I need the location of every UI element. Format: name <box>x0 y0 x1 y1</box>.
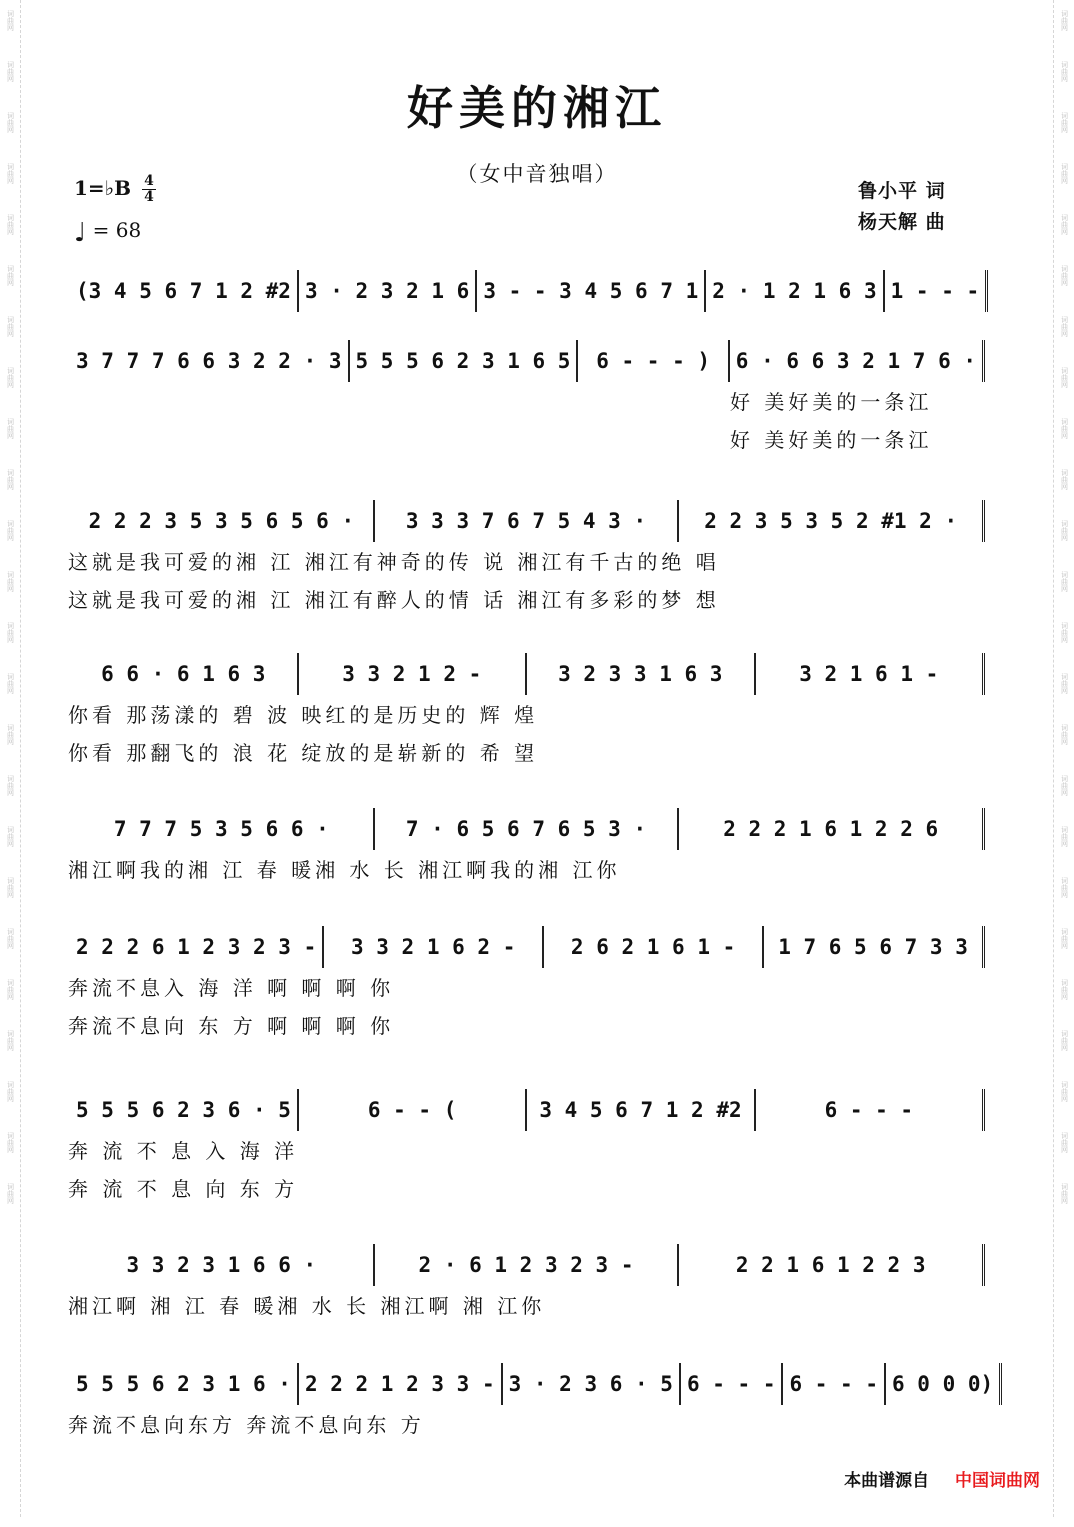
measure: 3 - - 3 4 5 6 7 1 <box>477 270 706 312</box>
lyric-line: 奔流不息向东方 奔流不息向东 方 <box>68 1413 425 1437</box>
measure: 6 - - - <box>756 1089 985 1131</box>
measure: 3 4 5 6 7 1 2 #2 <box>527 1089 755 1131</box>
right-margin-line <box>1053 0 1054 1517</box>
side-watermark-text: 词曲网 <box>6 367 15 388</box>
source-brand[interactable]: 中国词曲网 <box>955 1471 1040 1491</box>
side-watermark-text: 词曲网 <box>1060 979 1069 1000</box>
measure: 6 6 · 6 1 6 3 <box>70 653 299 695</box>
measure: 2 2 2 3 5 3 5 6 5 6 · <box>70 500 375 542</box>
measure: 3 7 7 7 6 6 3 2 2 · 3 <box>70 340 350 382</box>
measure: 2 2 3 5 3 5 2 #1 2 · <box>679 500 985 542</box>
measure: 6 0 0 0) <box>886 1363 1002 1405</box>
side-watermark-text: 词曲网 <box>6 775 15 796</box>
measure: 7 7 7 5 3 5 6 6 · <box>70 808 375 850</box>
time-signature-bottom: 4 <box>144 189 154 205</box>
time-signature-top: 4 <box>144 173 154 189</box>
side-watermark-text: 词曲网 <box>6 10 15 31</box>
staff-row <box>70 1089 985 1131</box>
song-title: 好美的湘江 <box>407 81 667 135</box>
side-watermark-text: 词曲网 <box>1060 112 1069 133</box>
side-watermark-text: 词曲网 <box>6 1081 15 1102</box>
side-watermark-text: 词曲网 <box>1060 571 1069 592</box>
measure: 3 3 2 1 2 - <box>299 653 528 695</box>
measure: 6 · 6 6 3 2 1 7 6 · <box>730 340 985 382</box>
lyric-line: 好 美好美的一条江 <box>730 428 933 452</box>
side-watermark-text: 词曲网 <box>6 61 15 82</box>
side-watermark-text: 词曲网 <box>6 112 15 133</box>
side-watermark-text: 词曲网 <box>6 571 15 592</box>
measure: 3 · 2 3 6 · 5 <box>503 1363 681 1405</box>
measure: 3 3 3 7 6 7 5 4 3 · <box>375 500 680 542</box>
measure: 3 2 3 3 1 6 3 <box>527 653 756 695</box>
measure: 3 3 2 1 6 2 - <box>324 926 544 968</box>
side-watermark-text: 词曲网 <box>1060 469 1069 490</box>
side-watermark-text: 词曲网 <box>6 1183 15 1204</box>
measure: 3 · 2 3 2 1 6 <box>299 270 477 312</box>
measure: 6 - - ( <box>299 1089 527 1131</box>
measure: 6 - - - ) <box>578 340 729 382</box>
side-watermark-text: 词曲网 <box>6 316 15 337</box>
measure: 2 2 1 6 1 2 2 3 <box>679 1244 985 1286</box>
staff-row <box>70 500 985 542</box>
measure: 2 · 6 1 2 3 2 3 - <box>375 1244 680 1286</box>
side-watermark-text: 词曲网 <box>1060 826 1069 847</box>
side-watermark-text: 词曲网 <box>6 418 15 439</box>
measure: 2 · 1 2 1 6 3 <box>706 270 884 312</box>
side-watermark-text: 词曲网 <box>1060 316 1069 337</box>
side-watermark-text: 词曲网 <box>1060 265 1069 286</box>
measure: 2 2 2 1 2 3 3 - <box>299 1363 503 1405</box>
side-watermark-text: 词曲网 <box>6 724 15 745</box>
measure: 7 · 6 5 6 7 6 5 3 · <box>375 808 680 850</box>
lyric-line: 你看 那翻飞的 浪 花 绽放的是崭新的 希 望 <box>68 741 539 765</box>
lyricist-credit: 鲁小平 词 <box>858 180 946 202</box>
lyric-line: 你看 那荡漾的 碧 波 映红的是历史的 辉 煌 <box>68 703 539 727</box>
tempo-value: = 68 <box>92 218 142 242</box>
measure: 1 - - - <box>885 270 989 312</box>
side-watermark-text: 词曲网 <box>6 1132 15 1153</box>
staff-row <box>70 653 985 695</box>
side-watermark-text: 词曲网 <box>1060 163 1069 184</box>
lyric-line: 这就是我可爱的湘 江 湘江有神奇的传 说 湘江有千古的绝 唱 <box>68 550 720 574</box>
lyric-line: 奔流不息入 海 洋 啊 啊 啊 你 <box>68 976 395 1000</box>
measure: 3 3 2 3 1 6 6 · <box>70 1244 375 1286</box>
side-watermark-text: 词曲网 <box>1060 673 1069 694</box>
measure: 2 2 2 1 6 1 2 2 6 <box>679 808 985 850</box>
measure: 5 5 5 6 2 3 1 6 5 <box>350 340 579 382</box>
side-watermark-text: 词曲网 <box>6 826 15 847</box>
measure: 6 - - - <box>681 1363 784 1405</box>
side-watermark-text: 词曲网 <box>6 265 15 286</box>
side-watermark-text: 词曲网 <box>1060 928 1069 949</box>
side-watermark-text: 词曲网 <box>1060 214 1069 235</box>
measure: 1 7 6 5 6 7 3 3 <box>764 926 985 968</box>
right-watermark-strip <box>1056 0 1072 1527</box>
lyric-line: 奔 流 不 息 入 海 洋 <box>68 1139 299 1163</box>
measure: 2 2 2 6 1 2 3 2 3 - <box>70 926 324 968</box>
staff-row <box>70 270 985 312</box>
measure: 6 - - - <box>783 1363 886 1405</box>
lyric-line: 奔 流 不 息 向 东 方 <box>68 1177 299 1201</box>
lyric-line: 湘江啊 湘 江 春 暖湘 水 长 湘江啊 湘 江你 <box>68 1294 546 1318</box>
measure: 2 6 2 1 6 1 - <box>544 926 764 968</box>
quarter-note-icon: ♩ <box>74 218 87 248</box>
side-watermark-text: 词曲网 <box>1060 520 1069 541</box>
measure: (3 4 5 6 7 1 2 #2 <box>70 270 299 312</box>
side-watermark-text: 词曲网 <box>1060 1081 1069 1102</box>
side-watermark-text: 词曲网 <box>1060 61 1069 82</box>
side-watermark-text: 词曲网 <box>1060 775 1069 796</box>
lyric-line: 好 美好美的一条江 <box>730 390 933 414</box>
source-footer <box>844 1466 1040 1491</box>
staff-row <box>70 1363 994 1405</box>
song-subtitle: （女中音独唱） <box>456 162 618 186</box>
lyric-line: 奔流不息向 东 方 啊 啊 啊 你 <box>68 1014 395 1038</box>
tempo-marking <box>74 218 141 248</box>
side-watermark-text: 词曲网 <box>6 1030 15 1051</box>
key-signature: 1=♭B <box>74 176 132 200</box>
side-watermark-text: 词曲网 <box>6 928 15 949</box>
side-watermark-text: 词曲网 <box>1060 1183 1069 1204</box>
side-watermark-text: 词曲网 <box>1060 367 1069 388</box>
side-watermark-text: 词曲网 <box>1060 1030 1069 1051</box>
side-watermark-text: 词曲网 <box>1060 10 1069 31</box>
staff-row <box>70 808 985 850</box>
side-watermark-text: 词曲网 <box>6 469 15 490</box>
measure: 3 2 1 6 1 - <box>756 653 986 695</box>
lyric-line: 这就是我可爱的湘 江 湘江有醉人的情 话 湘江有多彩的梦 想 <box>68 588 720 612</box>
staff-row <box>70 340 985 382</box>
side-watermark-text: 词曲网 <box>1060 877 1069 898</box>
source-label: 本曲谱源自 <box>844 1471 930 1491</box>
time-signature <box>142 174 156 205</box>
composer-credit: 杨天解 曲 <box>858 211 946 233</box>
side-watermark-text: 词曲网 <box>6 979 15 1000</box>
side-watermark-text: 词曲网 <box>1060 724 1069 745</box>
side-watermark-text: 词曲网 <box>1060 418 1069 439</box>
staff-row <box>70 926 985 968</box>
side-watermark-text: 词曲网 <box>1060 1132 1069 1153</box>
side-watermark-text: 词曲网 <box>6 877 15 898</box>
side-watermark-text: 词曲网 <box>6 214 15 235</box>
side-watermark-text: 词曲网 <box>6 163 15 184</box>
measure: 5 5 5 6 2 3 1 6 · <box>70 1363 299 1405</box>
lyric-line: 湘江啊我的湘 江 春 暖湘 水 长 湘江啊我的湘 江你 <box>68 858 621 882</box>
side-watermark-text: 词曲网 <box>6 520 15 541</box>
side-watermark-text: 词曲网 <box>6 673 15 694</box>
staff-row <box>70 1244 985 1286</box>
measure: 5 5 5 6 2 3 6 · 5 <box>70 1089 299 1131</box>
left-watermark-strip <box>2 0 18 1527</box>
side-watermark-text: 词曲网 <box>6 622 15 643</box>
left-margin-line <box>20 0 21 1517</box>
side-watermark-text: 词曲网 <box>1060 622 1069 643</box>
